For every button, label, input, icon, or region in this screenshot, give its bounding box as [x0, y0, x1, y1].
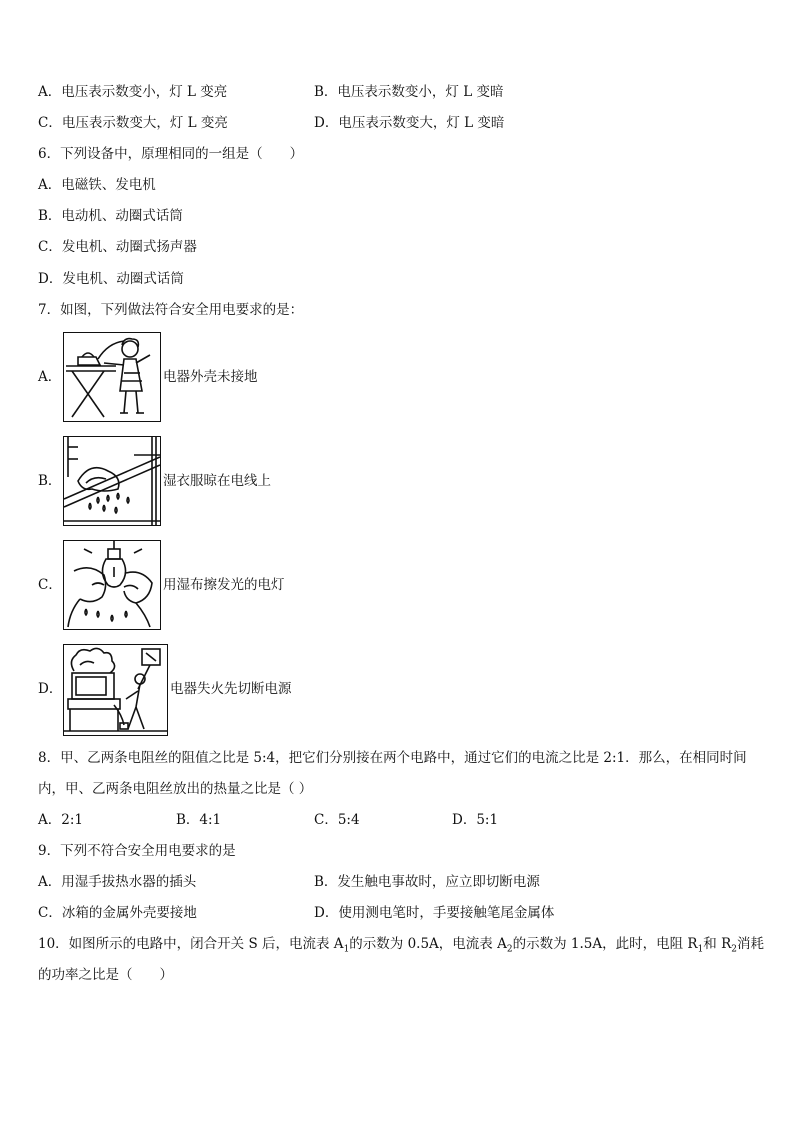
- q6-option-a: A．电磁铁、发电机: [38, 177, 156, 193]
- q8-option-c: C．5:4: [314, 812, 360, 828]
- wiping-lamp-drawing: [64, 541, 160, 629]
- q10-text-1: 10．如图所示的电路中，闭合开关 S 后，电流表 A: [38, 936, 344, 952]
- ironing-person-illustration: [63, 332, 161, 422]
- q8-option-d: D．5:1: [452, 812, 499, 828]
- q7-option-d-letter: D．: [38, 681, 63, 697]
- q7-option-b-letter: B．: [38, 473, 62, 489]
- q7-stem: 7．如图，下列做法符合安全用电要求的是：: [38, 302, 304, 318]
- q9-stem: 9．下列不符合安全用电要求的是: [38, 843, 236, 859]
- q8-option-a: A．2:1: [38, 812, 83, 828]
- q8-option-b: B．4:1: [176, 812, 222, 828]
- q6-option-c: C．发电机、动圈式扬声器: [38, 239, 197, 255]
- q10-sub-r1: 1: [697, 944, 704, 955]
- q9-option-b: B．发生触电事故时，应立即切断电源: [314, 874, 540, 890]
- q9-option-a: A．用湿手拔热水器的插头: [38, 874, 197, 890]
- q9-option-d: D．使用测电笔时，手要接触笔尾金属体: [314, 905, 555, 921]
- q10-text-3: 的示数为 1.5A，此时，电阻 R: [512, 936, 698, 952]
- q7-option-b-caption: 湿衣服晾在电线上: [163, 473, 271, 489]
- wet-clothes-drawing: [64, 437, 160, 525]
- q7-option-d-caption: 电器失火先切断电源: [170, 681, 292, 697]
- q5-option-a: A．电压表示数变小，灯 L 变亮: [38, 84, 228, 100]
- q7-option-c-caption: 用湿布擦发光的电灯: [163, 577, 285, 593]
- q8-stem-line1: 8．甲、乙两条电阻丝的阻值之比是 5:4，把它们分别接在两个电路中，通过它们的电流之比是 2:1．那么，在相同时间: [38, 750, 747, 766]
- q6-option-b: B．电动机、动圈式话筒: [38, 208, 183, 224]
- ironing-scene-drawing: [64, 333, 160, 421]
- wiping-bulb-illustration: [63, 540, 161, 630]
- q8-stem-line2: 内，甲、乙两条电阻丝放出的热量之比是（ ）: [38, 781, 313, 797]
- q10-sub-a2: 2: [506, 944, 513, 955]
- q5-option-c: C．电压表示数变大，灯 L 变亮: [38, 115, 228, 131]
- q10-stem-line2: 的功率之比是（ ）: [38, 967, 173, 983]
- q6-stem: 6．下列设备中，原理相同的一组是（ ）: [38, 146, 304, 162]
- q6-option-d: D．发电机、动圈式话筒: [38, 271, 184, 287]
- q10-text-5: 消耗: [737, 936, 764, 952]
- fire-cut-power-drawing: [64, 645, 167, 735]
- q5-option-b: B．电压表示数变小，灯 L 变暗: [314, 84, 504, 100]
- q5-option-d: D．电压表示数变大，灯 L 变暗: [314, 115, 505, 131]
- q7-option-a-letter: A．: [38, 369, 62, 385]
- q7-option-c-letter: C．: [38, 577, 62, 593]
- q9-option-c: C．冰箱的金属外壳要接地: [38, 905, 197, 921]
- q10-text-4: 和 R: [703, 936, 732, 952]
- wet-clothes-on-wire-illustration: [63, 436, 161, 526]
- appliance-fire-cut-power-illustration: [63, 644, 168, 736]
- q7-option-a-caption: 电器外壳未接地: [163, 369, 258, 385]
- q10-sub-r2: 2: [731, 944, 737, 955]
- q10-stem-line1: [38, 934, 764, 954]
- q10-text-2: 的示数为 0.5A，电流表 A: [349, 936, 507, 952]
- q10-sub-a1: 1: [343, 944, 350, 955]
